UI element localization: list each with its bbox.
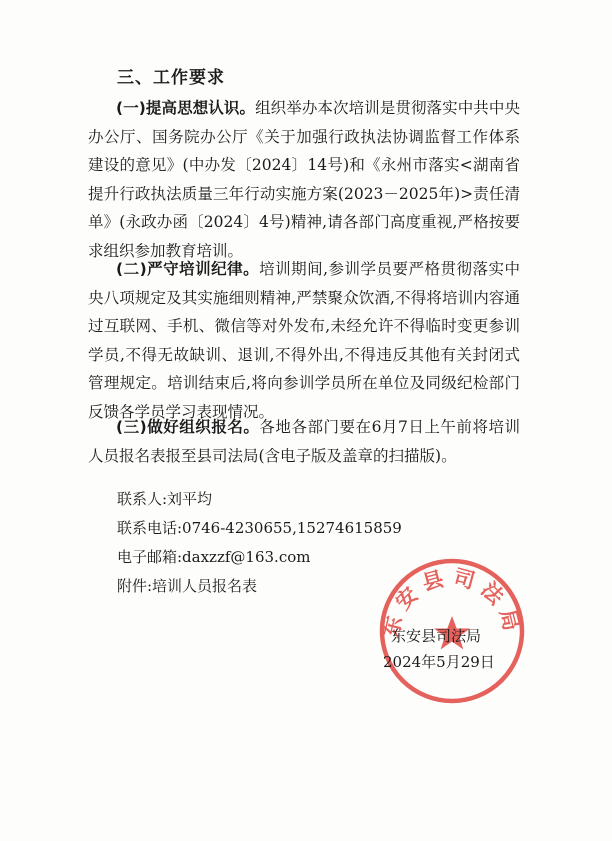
section-heading: 三、工作要求	[117, 68, 225, 88]
paragraph-lead: (一)提高思想认识。	[116, 99, 256, 117]
paragraph-lead: (二)严守培训纪律。	[116, 260, 260, 278]
paragraph-discipline	[88, 255, 520, 427]
paragraph-body: 组织举办本次培训是贯彻落实中共中央办公厅、国务院办公厅《关于加强行政执法协调监督工作体系建设的意见》(中办发〔2024〕14号)和《永州市落实<湖南省提升行政执法质量三年行动实施方案(2023－2025年)>责任清单》(永政办函〔2024〕4号)精神,请各部门高度重视,严格按要求组织参加教育培训。	[88, 99, 520, 260]
signature-date: 2024年5月29日	[383, 653, 495, 671]
contact-phone: 联系电话:0746-4230655,15274615859	[117, 519, 402, 537]
paragraph-raise-awareness	[88, 94, 520, 266]
paragraph-registration	[88, 413, 520, 470]
attachment-line: 附件:培训人员报名表	[117, 577, 258, 595]
paragraph-body: 各地各部门要在6月7日上午前将培训人员报名表报至县司法局(含电子版及盖章的扫描版)。	[88, 418, 520, 465]
signature-organization: 东安县司法局	[391, 627, 482, 645]
contact-email: 电子邮箱:daxzzf@163.com	[117, 548, 311, 566]
svg-text:东安县司法局: 东安县司法局	[378, 564, 526, 640]
paragraph-lead: (三)做好组织报名。	[116, 418, 260, 436]
paragraph-body: 培训期间,参训学员要严格贯彻落实中央八项规定及其实施细则精神,严禁聚众饮酒,不得将培训内容通过互联网、手机、微信等对外发布,未经允许不得临时变更参训学员,不得无故缺训、退训,不得外出,不得违反其他有关封闭式管理规定。培训结束后,将向参训学员所在单位及同级纪检部门反馈各学员学习表现情况。	[88, 260, 521, 421]
contact-person: 联系人:刘平均	[117, 490, 213, 508]
